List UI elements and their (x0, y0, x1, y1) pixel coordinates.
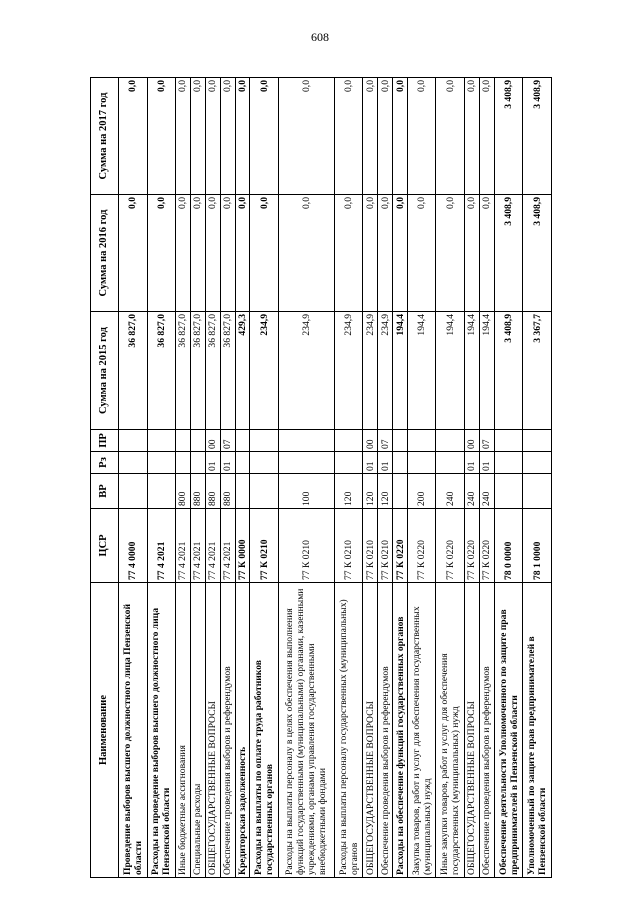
cell-csr: 77 К 0210 (250, 509, 279, 583)
cell-y2017: 0,0 (393, 78, 408, 195)
cell-y2017: 0,0 (479, 78, 494, 195)
cell-y2016: 0,0 (235, 195, 250, 312)
cell-csr: 77 4 2021 (205, 509, 220, 583)
cell-y2016: 0,0 (176, 195, 191, 312)
cell-y2015: 234,9 (250, 312, 279, 430)
cell-vr: 240 (479, 474, 494, 509)
header-pr: ПР (91, 430, 119, 452)
cell-y2016: 0,0 (147, 195, 176, 312)
table-body (119, 78, 552, 878)
cell-y2015: 194,4 (479, 312, 494, 430)
cell-pr (147, 430, 176, 452)
rotated-table-container (90, 78, 552, 878)
cell-y2015: 36 827,0 (176, 312, 191, 430)
cell-pr: 07 (220, 430, 235, 452)
cell-vr (119, 474, 148, 509)
cell-csr: 77 К 0220 (479, 509, 494, 583)
cell-y2016: 0,0 (465, 195, 480, 312)
cell-pr (334, 430, 363, 452)
cell-csr: 77 К 0210 (278, 509, 334, 583)
cell-y2016: 0,0 (334, 195, 363, 312)
cell-pr: 07 (378, 430, 393, 452)
cell-csr: 77 4 2021 (220, 509, 235, 583)
cell-name: Проведение выборов высшего должностного лица Пензенской области (119, 583, 148, 878)
cell-y2015: 36 827,0 (190, 312, 205, 430)
cell-csr: 77 К 0220 (465, 509, 480, 583)
cell-pr: 07 (479, 430, 494, 452)
cell-y2017: 0,0 (378, 78, 393, 195)
cell-rz: 01 (479, 452, 494, 474)
table-row (205, 78, 220, 878)
table-row (378, 78, 393, 878)
cell-pr (176, 430, 191, 452)
cell-pr: 00 (363, 430, 378, 452)
cell-pr (235, 430, 250, 452)
cell-vr: 880 (205, 474, 220, 509)
cell-csr: 78 1 0000 (523, 509, 552, 583)
cell-rz: 01 (220, 452, 235, 474)
cell-y2016: 0,0 (205, 195, 220, 312)
table-row (119, 78, 148, 878)
cell-csr: 77 К 0220 (407, 509, 436, 583)
cell-y2015: 234,9 (278, 312, 334, 430)
cell-vr: 120 (378, 474, 393, 509)
cell-y2017: 0,0 (190, 78, 205, 195)
cell-y2017: 0,0 (278, 78, 334, 195)
cell-vr (393, 474, 408, 509)
cell-y2017: 0,0 (407, 78, 436, 195)
cell-y2017: 0,0 (147, 78, 176, 195)
cell-rz (523, 452, 552, 474)
cell-pr (436, 430, 465, 452)
cell-y2017: 0,0 (205, 78, 220, 195)
cell-name: Обеспечение проведения выборов и референдумов (479, 583, 494, 878)
cell-name: Кредиторская задолженность (235, 583, 250, 878)
cell-y2016: 0,0 (250, 195, 279, 312)
cell-y2015: 36 827,0 (119, 312, 148, 430)
table-row (278, 78, 334, 878)
cell-vr (494, 474, 523, 509)
table-row (334, 78, 363, 878)
cell-rz (250, 452, 279, 474)
table-row (494, 78, 523, 878)
cell-rz (334, 452, 363, 474)
cell-csr: 77 К 0000 (235, 509, 250, 583)
cell-vr (235, 474, 250, 509)
cell-rz (190, 452, 205, 474)
cell-y2017: 0,0 (119, 78, 148, 195)
cell-y2015: 234,9 (363, 312, 378, 430)
cell-pr (278, 430, 334, 452)
cell-rz: 01 (205, 452, 220, 474)
cell-name: Иные закупки товаров, работ и услуг для обеспечения государственных (муниципальных) нужд (436, 583, 465, 878)
cell-rz (147, 452, 176, 474)
cell-rz: 01 (363, 452, 378, 474)
cell-rz (494, 452, 523, 474)
header-2015: Сумма на 2015 год (91, 312, 119, 430)
cell-y2017: 0,0 (334, 78, 363, 195)
cell-vr: 120 (334, 474, 363, 509)
cell-y2017: 0,0 (250, 78, 279, 195)
cell-rz: 01 (378, 452, 393, 474)
table-row (465, 78, 480, 878)
cell-pr (250, 430, 279, 452)
cell-csr: 77 4 2021 (176, 509, 191, 583)
cell-name: Закупка товаров, работ и услуг для обеспечения государственных (муниципальных) нужд (407, 583, 436, 878)
cell-y2016: 0,0 (407, 195, 436, 312)
header-rz: Рз (91, 452, 119, 474)
cell-name: Обеспечение деятельности Уполномоченного по защите прав предпринимателей в Пензенской области (494, 583, 523, 878)
cell-y2015: 194,4 (436, 312, 465, 430)
cell-y2017: 0,0 (363, 78, 378, 195)
cell-y2017: 0,0 (465, 78, 480, 195)
cell-y2017: 0,0 (235, 78, 250, 195)
cell-vr: 120 (363, 474, 378, 509)
cell-y2015: 36 827,0 (205, 312, 220, 430)
cell-vr: 240 (436, 474, 465, 509)
cell-y2015: 36 827,0 (220, 312, 235, 430)
cell-csr: 77 4 2021 (147, 509, 176, 583)
cell-y2015: 194,4 (465, 312, 480, 430)
header-name: Наименование (91, 583, 119, 878)
cell-name: Уполномоченный по защите прав предпринимателей в Пензенской области (523, 583, 552, 878)
cell-name: Расходы на выплаты по оплате труда работников государственных органов (250, 583, 279, 878)
cell-name: Расходы на проведение выборов высшего должностного лица Пензенской области (147, 583, 176, 878)
cell-vr: 800 (176, 474, 191, 509)
cell-rz (436, 452, 465, 474)
cell-y2016: 0,0 (278, 195, 334, 312)
header-vr: ВР (91, 474, 119, 509)
cell-csr: 77 К 0210 (363, 509, 378, 583)
cell-pr (407, 430, 436, 452)
header-2017: Сумма на 2017 год (91, 78, 119, 195)
cell-y2017: 3 408,9 (494, 78, 523, 195)
cell-y2016: 0,0 (119, 195, 148, 312)
cell-vr: 880 (220, 474, 235, 509)
cell-name: ОБЩЕГОСУДАРСТВЕННЫЕ ВОПРОСЫ (465, 583, 480, 878)
cell-pr: 00 (205, 430, 220, 452)
cell-name: ОБЩЕГОСУДАРСТВЕННЫЕ ВОПРОСЫ (363, 583, 378, 878)
cell-pr (119, 430, 148, 452)
table-row (176, 78, 191, 878)
cell-name: Специальные расходы (190, 583, 205, 878)
header-csr: ЦСР (91, 509, 119, 583)
cell-vr: 880 (190, 474, 205, 509)
cell-y2017: 0,0 (176, 78, 191, 195)
table-row (436, 78, 465, 878)
page-number: 608 (311, 30, 329, 44)
cell-rz (278, 452, 334, 474)
cell-name: Расходы на обеспечение функций государственных органов (393, 583, 408, 878)
header-2016: Сумма на 2016 год (91, 195, 119, 312)
cell-y2015: 234,9 (334, 312, 363, 430)
cell-name: Иные бюджетные ассигнования (176, 583, 191, 878)
cell-y2017: 0,0 (436, 78, 465, 195)
cell-rz (393, 452, 408, 474)
cell-y2016: 0,0 (378, 195, 393, 312)
cell-name: Обеспечение проведения выборов и референдумов (378, 583, 393, 878)
cell-y2015: 194,4 (407, 312, 436, 430)
cell-csr: 77 4 0000 (119, 509, 148, 583)
cell-y2015: 429,3 (235, 312, 250, 430)
cell-y2015: 3 408,9 (494, 312, 523, 430)
table-row (147, 78, 176, 878)
table-row (363, 78, 378, 878)
cell-rz (119, 452, 148, 474)
cell-csr: 77 К 0210 (378, 509, 393, 583)
table-row (250, 78, 279, 878)
cell-vr: 100 (278, 474, 334, 509)
cell-y2015: 194,4 (393, 312, 408, 430)
cell-name: Обеспечение проведения выборов и референдумов (220, 583, 235, 878)
table-row (190, 78, 205, 878)
cell-pr (494, 430, 523, 452)
cell-csr: 77 4 2021 (190, 509, 205, 583)
cell-name: Расходы на выплаты персоналу в целях обеспечения выполнения функций государственными (муниципальными) органами, казенными учреждениями, органами управления государственными внебюджетными фондами (278, 583, 334, 878)
cell-y2017: 0,0 (220, 78, 235, 195)
cell-vr (523, 474, 552, 509)
cell-pr: 00 (465, 430, 480, 452)
cell-rz (176, 452, 191, 474)
cell-vr (250, 474, 279, 509)
table-row (523, 78, 552, 878)
cell-pr (190, 430, 205, 452)
budget-table (90, 77, 552, 878)
cell-y2016: 0,0 (393, 195, 408, 312)
cell-pr (523, 430, 552, 452)
cell-rz: 01 (465, 452, 480, 474)
table-row (479, 78, 494, 878)
cell-y2017: 3 408,9 (523, 78, 552, 195)
cell-y2016: 0,0 (190, 195, 205, 312)
cell-y2016: 0,0 (436, 195, 465, 312)
cell-y2015: 36 827,0 (147, 312, 176, 430)
cell-vr (147, 474, 176, 509)
cell-vr: 240 (465, 474, 480, 509)
cell-y2016: 3 408,9 (494, 195, 523, 312)
cell-y2016: 0,0 (363, 195, 378, 312)
cell-y2016: 0,0 (479, 195, 494, 312)
cell-rz (235, 452, 250, 474)
cell-csr: 77 К 0210 (334, 509, 363, 583)
cell-csr: 77 К 0220 (436, 509, 465, 583)
cell-name: ОБЩЕГОСУДАРСТВЕННЫЕ ВОПРОСЫ (205, 583, 220, 878)
cell-csr: 78 0 0000 (494, 509, 523, 583)
table-row (407, 78, 436, 878)
header-row (91, 78, 119, 878)
cell-y2015: 234,9 (378, 312, 393, 430)
table-row (393, 78, 408, 878)
cell-y2016: 0,0 (220, 195, 235, 312)
cell-pr (393, 430, 408, 452)
cell-y2015: 3 367,7 (523, 312, 552, 430)
cell-name: Расходы на выплаты персоналу государственных (муниципальных) органов (334, 583, 363, 878)
table-row (220, 78, 235, 878)
cell-csr: 77 К 0220 (393, 509, 408, 583)
cell-y2016: 3 408,9 (523, 195, 552, 312)
cell-vr: 200 (407, 474, 436, 509)
table-row (235, 78, 250, 878)
cell-rz (407, 452, 436, 474)
